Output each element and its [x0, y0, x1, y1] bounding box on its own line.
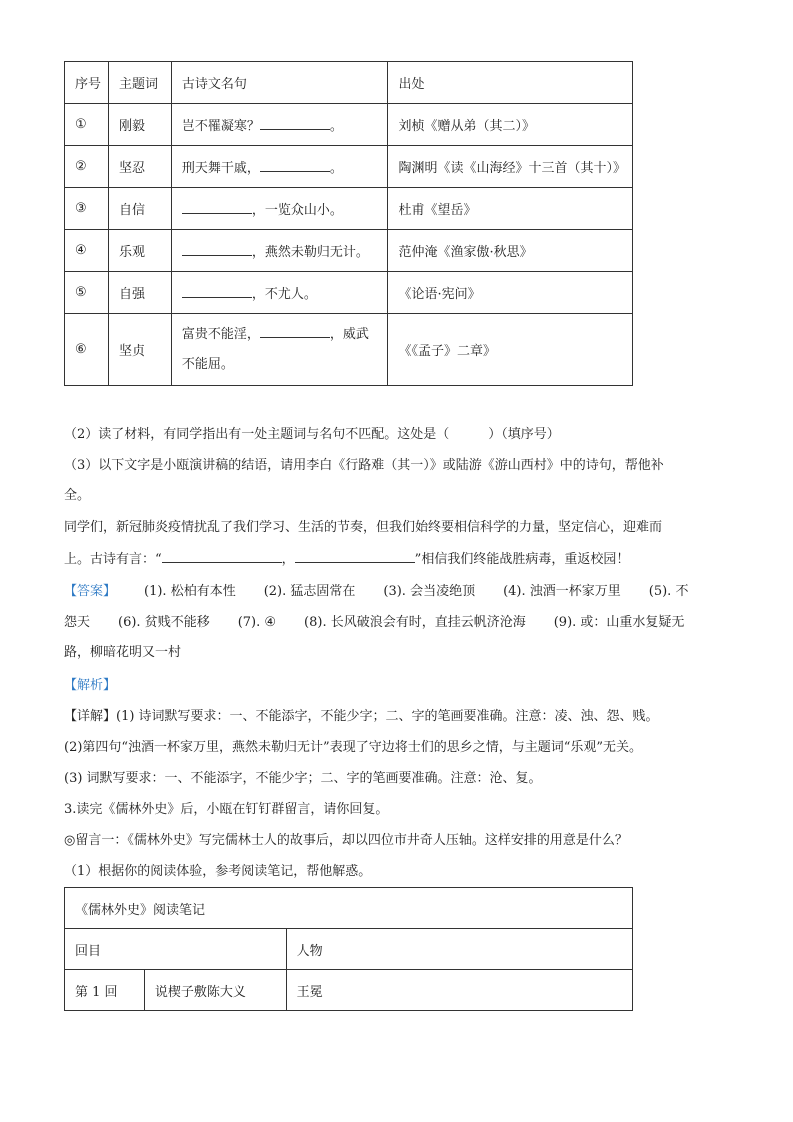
row-theme: 自强 — [108, 272, 171, 314]
detail-1: 【详解】(1) 诗词默写要求：一、不能添字，不能少字；二、字的笔画要准确。注意：凌、浊、怨、贱。 — [64, 709, 659, 724]
table-row — [65, 314, 633, 386]
verse-post: ，不尤人。 — [251, 287, 317, 302]
reading-notes-table — [64, 887, 633, 1011]
table-title-row — [65, 888, 633, 929]
row-number: ② — [65, 146, 109, 188]
table-header-row — [65, 62, 633, 104]
question-3-main: 3.读完《儒林外史》后，小瓯在钉钉群留言，请你回复。 — [64, 802, 389, 817]
table-row — [65, 146, 633, 188]
answer-item: (3). 会当凌绝顶 — [383, 584, 476, 599]
row-number: ③ — [65, 188, 109, 230]
row-verse — [171, 314, 388, 386]
row-theme: 坚忍 — [108, 146, 171, 188]
sub-question-1: （1）根据你的阅读体验，参考阅读笔记，帮他解惑。 — [64, 864, 372, 879]
question-2: （2）读了材料，有同学指出有一处主题词与名句不匹配。这处是（ ）（填序号） — [64, 427, 560, 442]
header-chapter: 回目 — [65, 929, 287, 970]
message-1: ◎留言一：《儒林外史》写完儒林士人的故事后，却以四位市井奇人压轴。这样安排的用意是什么？ — [64, 833, 628, 848]
header-cell: 主题词 — [108, 62, 171, 104]
row-verse — [171, 188, 388, 230]
header-cell: 序号 — [65, 62, 109, 104]
row-number: ① — [65, 104, 109, 146]
row-theme: 自信 — [108, 188, 171, 230]
table-row — [65, 104, 633, 146]
fill-blank[interactable] — [260, 325, 330, 338]
answer-item: (5). 不 — [648, 584, 689, 599]
answer-tag: 【答案】 — [64, 584, 117, 599]
fill-blank[interactable] — [182, 201, 252, 214]
row-source: 杜甫《望岳》 — [388, 188, 633, 230]
answer-item: (8). 长风破浪会有时，直挂云帆济沧海 — [304, 615, 526, 630]
table-row — [65, 970, 633, 1011]
speech-line1: 同学们，新冠肺炎疫情扰乱了我们学习、生活的节奏，但我们始终要相信科学的力量，坚定信心，迎难而 — [64, 520, 663, 535]
analysis-tag: 【解析】 — [64, 678, 117, 693]
answer-item: (2). 猛志固常在 — [263, 584, 356, 599]
fill-blank[interactable] — [295, 550, 415, 563]
table-row — [65, 230, 633, 272]
chapter-number: 第 1 回 — [65, 970, 145, 1011]
answer-item: (1). 松柏有本性 — [144, 584, 236, 599]
answer-item: (4). 浊酒一杯家万里 — [503, 584, 621, 599]
detail-2: (2)第四句“浊酒一杯家万里，燕然未勒归无计”表现了守边将士们的思乡之情，与主题词“乐观”无关。 — [64, 740, 642, 755]
answer-item: 怨天 — [64, 615, 91, 630]
row-theme: 乐观 — [108, 230, 171, 272]
answer-item: (9). 或：山重水复疑无 — [553, 615, 685, 630]
fill-blank[interactable] — [260, 159, 330, 172]
verse-pre: 富贵不能淫， — [181, 326, 260, 342]
header-person: 人物 — [286, 929, 632, 970]
answer-item: (6). 贫贱不能移 — [118, 615, 210, 630]
speech-pre: 上。古诗有言：“ — [64, 552, 162, 567]
row-verse — [171, 146, 388, 188]
row-theme: 刚毅 — [108, 104, 171, 146]
answer-item: (7). ④ — [237, 615, 277, 630]
header-cell: 出处 — [388, 62, 633, 104]
answer-line3: 路，柳暗花明又一村 — [64, 645, 182, 660]
answer-line1 — [64, 582, 724, 602]
verse-post: ，威武 — [329, 326, 369, 342]
row-source: 陶渊明《读《山海经》十三首（其十）》 — [388, 146, 633, 188]
row-number: ⑥ — [65, 314, 109, 386]
row-source: 《《孟子》二章》 — [388, 314, 633, 386]
answer-line2 — [64, 613, 724, 633]
row-number: ⑤ — [65, 272, 109, 314]
verse-pre: 岂不罹凝寒？ — [181, 119, 260, 134]
question-3-line2: 全。 — [64, 488, 91, 503]
table-header-row — [65, 929, 633, 970]
verse-post: ，一览众山小。 — [251, 203, 343, 218]
row-number: ④ — [65, 230, 109, 272]
chapter-name: 说楔子敷陈大义 — [144, 970, 286, 1011]
row-verse — [171, 272, 388, 314]
verse-post: 。 — [329, 119, 343, 134]
speech-mid: ， — [281, 552, 295, 567]
poem-table — [64, 61, 633, 386]
question-3-line1: （3）以下文字是小瓯演讲稿的结语，请用李白《行路难（其一）》或陆游《游山西村》中的诗句，帮他补 — [64, 458, 664, 473]
table-row — [65, 272, 633, 314]
row-theme: 坚贞 — [108, 314, 171, 386]
row-verse — [171, 104, 388, 146]
fill-blank[interactable] — [182, 285, 252, 298]
chapter-person: 王冕 — [286, 970, 632, 1011]
table-title: 《儒林外史》阅读笔记 — [65, 888, 633, 929]
row-source: 范仲淹《渔家傲·秋思》 — [388, 230, 633, 272]
verse-post: 。 — [329, 161, 343, 176]
fill-blank[interactable] — [260, 117, 330, 130]
row-source: 刘桢《赠从弟（其二）》 — [388, 104, 633, 146]
speech-post: ”相信我们终能战胜病毒，重返校园！ — [414, 552, 630, 567]
verse-post: ，燕然未勒归无计。 — [251, 245, 369, 260]
table-row — [65, 188, 633, 230]
detail-3: (3) 词默写要求：一、不能添字，不能少字；二、字的笔画要准确。注意：沧、复。 — [64, 771, 542, 786]
fill-blank[interactable] — [182, 243, 252, 256]
row-verse — [171, 230, 388, 272]
fill-blank[interactable] — [162, 550, 282, 563]
row-source: 《论语·宪问》 — [388, 272, 633, 314]
header-cell: 古诗文名句 — [171, 62, 388, 104]
verse-post-line2: 不能屈。 — [181, 356, 234, 372]
verse-pre: 刑天舞干戚， — [181, 161, 260, 176]
speech-line2 — [64, 550, 724, 570]
